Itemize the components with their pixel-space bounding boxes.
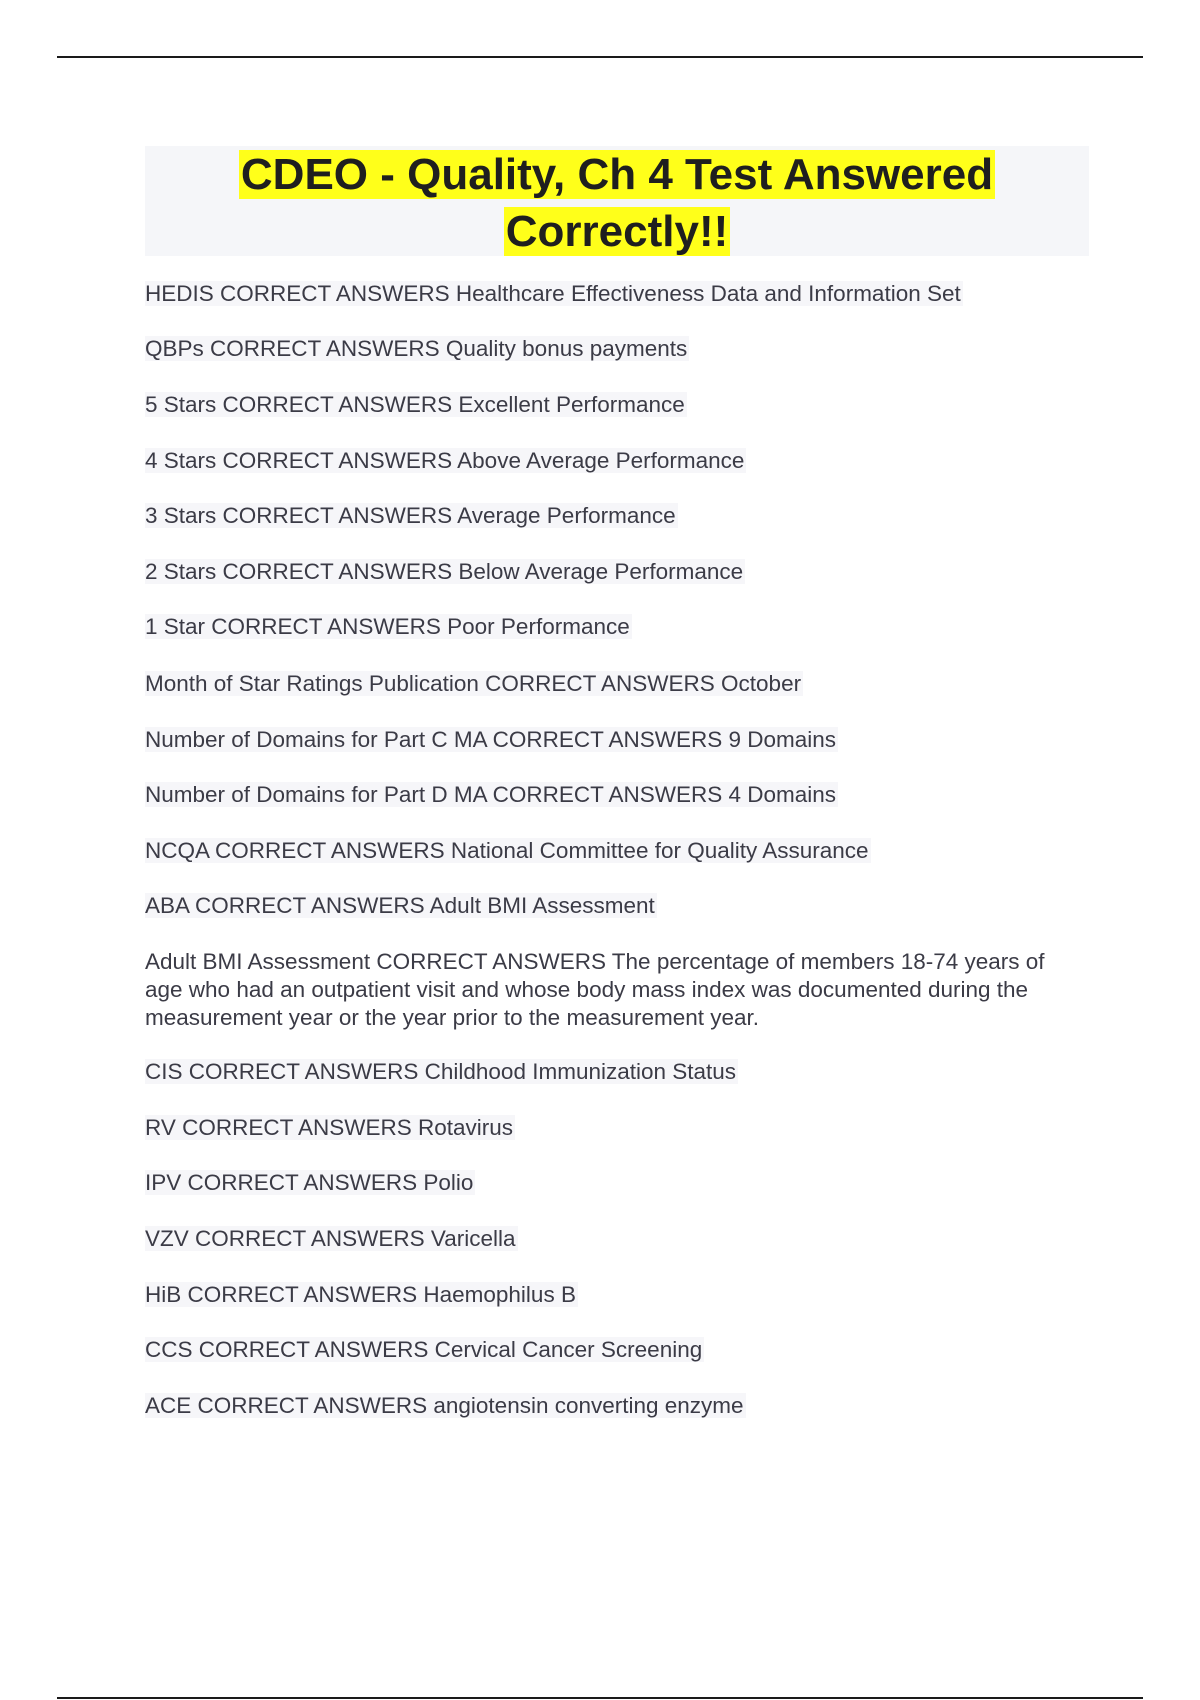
qa-entry-text: Adult BMI Assessment CORRECT ANSWERS The percentage of members 18-74 years of age who had an outpatient visit and whose body mass index was documented during the measurement year or the year prior to the measurement year. <box>145 949 1045 1030</box>
bottom-rule <box>57 1697 1143 1699</box>
document-title-line-2: Correctly!! <box>505 207 729 256</box>
qa-entry <box>145 391 687 419</box>
qa-entry-text: 2 Stars CORRECT ANSWERS Below Average Performance <box>145 559 744 584</box>
qa-entry-text: IPV CORRECT ANSWERS Polio <box>145 1170 474 1195</box>
qa-entry-text: RV CORRECT ANSWERS Rotavirus <box>145 1115 513 1140</box>
qa-entry-text: 1 Star CORRECT ANSWERS Poor Performance <box>145 614 630 639</box>
qa-entry <box>145 447 746 475</box>
qa-entry <box>145 502 678 530</box>
qa-entry-text: HiB CORRECT ANSWERS Haemophilus B <box>145 1282 576 1307</box>
qa-entry <box>145 558 745 586</box>
title-block <box>145 146 1089 256</box>
title-line-1-wrap <box>145 146 1089 203</box>
qa-entry-text: Month of Star Ratings Publication CORRECT ANSWERS October <box>145 671 802 696</box>
qa-entry <box>145 948 1085 1032</box>
qa-entry-text: Number of Domains for Part C MA CORRECT ANSWERS 9 Domains <box>145 727 837 752</box>
qa-entry <box>145 1336 704 1364</box>
qa-entry <box>145 1058 738 1086</box>
qa-entry <box>145 613 632 641</box>
qa-entry-text: NCQA CORRECT ANSWERS National Committee for Quality Assurance <box>145 838 869 863</box>
qa-entry <box>145 280 963 308</box>
qa-entry-text: HEDIS CORRECT ANSWERS Healthcare Effectiveness Data and Information Set <box>145 281 961 306</box>
qa-entry <box>145 1169 475 1197</box>
qa-entry-text: 4 Stars CORRECT ANSWERS Above Average Performance <box>145 448 745 473</box>
qa-entry <box>145 781 838 809</box>
qa-entry <box>145 1281 578 1309</box>
qa-entry <box>145 726 838 754</box>
qa-entry-text: 3 Stars CORRECT ANSWERS Average Performance <box>145 503 676 528</box>
qa-entry-text: 5 Stars CORRECT ANSWERS Excellent Performance <box>145 392 685 417</box>
qa-entry <box>145 1225 518 1253</box>
qa-entry <box>145 670 803 698</box>
qa-entry-text: ABA CORRECT ANSWERS Adult BMI Assessment <box>145 893 655 918</box>
qa-entry <box>145 892 657 920</box>
qa-entry-text: Number of Domains for Part D MA CORRECT ANSWERS 4 Domains <box>145 782 837 807</box>
document-title-line-1: CDEO - Quality, Ch 4 Test Answered <box>240 150 994 199</box>
qa-entry <box>145 837 871 865</box>
qa-entry-text: VZV CORRECT ANSWERS Varicella <box>145 1226 516 1251</box>
top-rule <box>57 56 1143 58</box>
qa-entry-text: QBPs CORRECT ANSWERS Quality bonus payments <box>145 336 688 361</box>
qa-entry-text: CCS CORRECT ANSWERS Cervical Cancer Screening <box>145 1337 703 1362</box>
qa-entry <box>145 1392 746 1420</box>
qa-entry-text: ACE CORRECT ANSWERS angiotensin converting enzyme <box>145 1393 744 1418</box>
qa-entry-text: CIS CORRECT ANSWERS Childhood Immunization Status <box>145 1059 737 1084</box>
title-line-2-wrap <box>145 203 1089 260</box>
qa-entry <box>145 1114 515 1142</box>
qa-entry <box>145 335 689 363</box>
